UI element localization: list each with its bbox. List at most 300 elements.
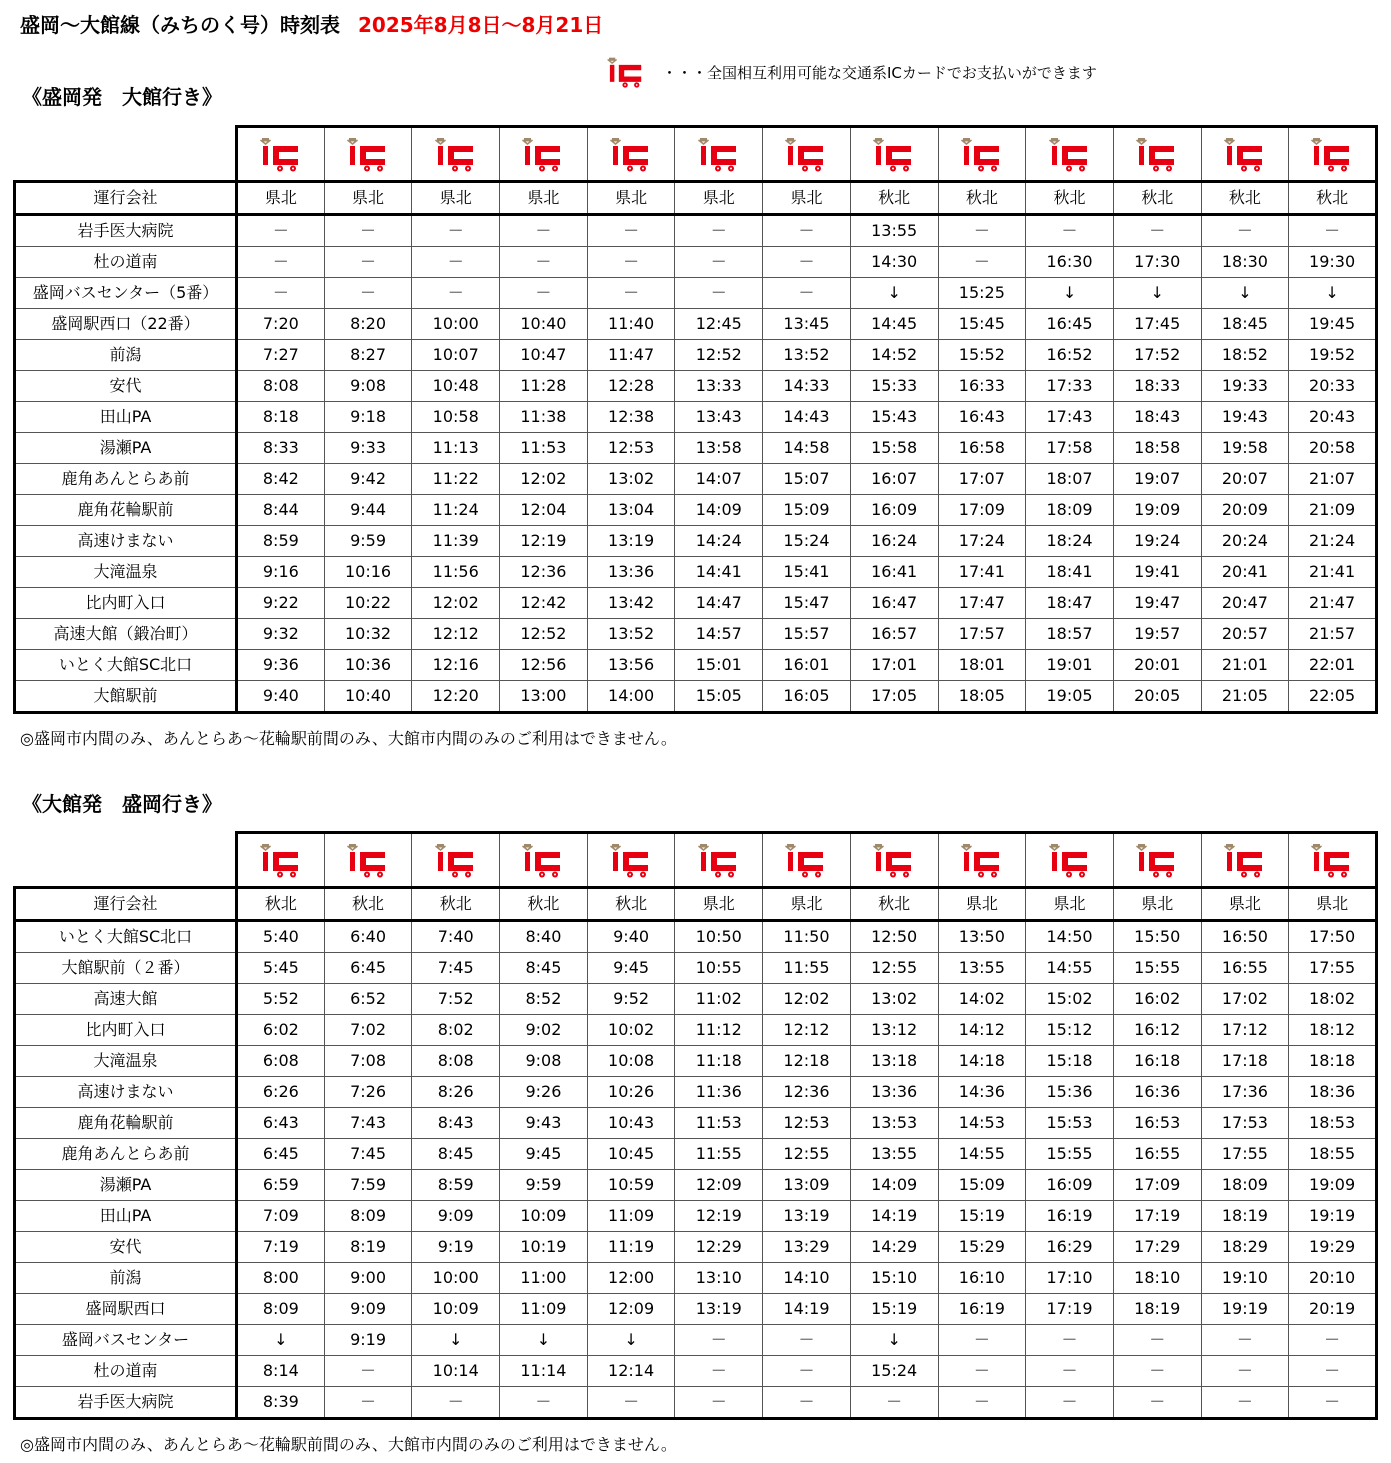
timetable-row [15,247,1377,278]
departure-time: 18:10 [1113,1263,1201,1294]
departure-time: 15:09 [763,495,851,526]
ic-card-bus-icon [258,135,304,173]
departure-time: 13:19 [763,1201,851,1232]
ic-card-bus-icon [959,841,1005,879]
departure-time: － [763,1356,851,1387]
ic-card-bus-icon [345,135,391,173]
departure-time: 14:57 [675,619,763,650]
departure-time: 10:59 [587,1170,675,1201]
departure-time: 12:20 [412,681,500,713]
departure-time: ↓ [1026,278,1114,309]
departure-time: － [1289,1325,1377,1356]
departure-time: － [587,1387,675,1419]
departure-time: 14:10 [763,1263,851,1294]
ic-card-bus-icon [520,135,566,173]
departure-time: 15:07 [763,464,851,495]
departure-time: 6:02 [237,1015,325,1046]
departure-time: 12:36 [500,557,588,588]
departure-time: － [675,247,763,278]
departure-time: 13:33 [675,371,763,402]
departure-time: 9:09 [412,1201,500,1232]
departure-time: 17:36 [1201,1077,1289,1108]
departure-time: － [850,1387,938,1419]
timetable-row [15,464,1377,495]
departure-time: 9:33 [324,433,412,464]
departure-time: 8:02 [412,1015,500,1046]
ic-card-bus-icon [696,841,742,879]
departure-time: － [763,215,851,247]
departure-time: 10:45 [587,1139,675,1170]
ic-card-bus-icon [520,841,566,879]
departure-time: 14:33 [763,371,851,402]
operator-cell: 県北 [1026,888,1114,921]
ic-icon-cell [1289,127,1377,182]
departure-time: － [1113,215,1201,247]
departure-time: － [675,1325,763,1356]
ic-legend-text: ・・・全国相互利用可能な交通系ICカードでお支払いができます [662,63,1097,82]
departure-time: 19:30 [1289,247,1377,278]
departure-time: 8:26 [412,1077,500,1108]
ic-icon-cell [1026,127,1114,182]
departure-time: 19:45 [1289,309,1377,340]
departure-time: 16:24 [850,526,938,557]
ic-card-bus-icon [871,135,917,173]
departure-time: 7:27 [237,340,325,371]
departure-time: 17:52 [1113,340,1201,371]
departure-time: 18:36 [1289,1077,1377,1108]
operator-cell: 県北 [763,182,851,215]
departure-time: 14:00 [587,681,675,713]
departure-time: － [324,278,412,309]
departure-time: 15:25 [938,278,1026,309]
departure-time: 12:52 [675,340,763,371]
departure-time: 19:33 [1201,371,1289,402]
departure-time: 17:09 [938,495,1026,526]
departure-time: 12:50 [850,921,938,953]
departure-time: 16:30 [1026,247,1114,278]
departure-time: 9:45 [587,953,675,984]
departure-time: 12:53 [763,1108,851,1139]
departure-time: － [1026,1387,1114,1419]
departure-time: 11:38 [500,402,588,433]
departure-time: 6:59 [237,1170,325,1201]
departure-time: － [237,247,325,278]
departure-time: 8:40 [500,921,588,953]
departure-time: 17:05 [850,681,938,713]
departure-time: 17:07 [938,464,1026,495]
departure-time: 9:40 [587,921,675,953]
departure-time: 8:18 [237,402,325,433]
departure-time: 9:59 [500,1170,588,1201]
departure-time: 11:36 [675,1077,763,1108]
stop-name: 高速大館 [15,984,237,1015]
operator-cell: 秋北 [412,888,500,921]
departure-time: 9:19 [324,1325,412,1356]
departure-time: 10:09 [500,1201,588,1232]
departure-time: 18:19 [1113,1294,1201,1325]
departure-time: 13:09 [763,1170,851,1201]
departure-time: 8:09 [237,1294,325,1325]
departure-time: － [412,1387,500,1419]
departure-time: 15:24 [763,526,851,557]
departure-time: 7:59 [324,1170,412,1201]
departure-time: 12:19 [675,1201,763,1232]
timetable-row [15,340,1377,371]
departure-time: 12:55 [850,953,938,984]
operator-cell: 県北 [1113,888,1201,921]
ic-icon-cell [412,127,500,182]
ic-icon-cell [587,127,675,182]
departure-time: 10:40 [324,681,412,713]
departure-time: 15:58 [850,433,938,464]
timetable-row [15,1201,1377,1232]
departure-time: 14:52 [850,340,938,371]
operator-cell: 秋北 [1289,182,1377,215]
departure-time: 15:53 [1026,1108,1114,1139]
departure-time: 19:10 [1201,1263,1289,1294]
departure-time: 9:44 [324,495,412,526]
departure-time: 16:47 [850,588,938,619]
ic-card-bus-icon [1222,135,1268,173]
departure-time: 12:53 [587,433,675,464]
operator-cell: 県北 [763,888,851,921]
departure-time: － [938,1325,1026,1356]
operator-cell: 秋北 [587,888,675,921]
departure-time: － [675,215,763,247]
operator-cell: 秋北 [1026,182,1114,215]
departure-time: 15:18 [1026,1046,1114,1077]
departure-time: 19:41 [1113,557,1201,588]
inbound-note: ◎盛岡市内間のみ、あんとらあ～花輪駅前間のみ、大館市内間のみのご利用はできません。 [20,1435,677,1454]
departure-time: 16:19 [938,1294,1026,1325]
ic-icon-row [15,833,1377,888]
departure-time: 9:26 [500,1077,588,1108]
departure-time: 9:45 [500,1139,588,1170]
departure-time: 19:07 [1113,464,1201,495]
departure-time: 13:19 [675,1294,763,1325]
departure-time: ↓ [850,1325,938,1356]
operator-cell: 県北 [237,182,325,215]
departure-time: － [1026,1325,1114,1356]
departure-time: 13:52 [587,619,675,650]
departure-time: 12:38 [587,402,675,433]
departure-time: － [1201,1325,1289,1356]
departure-time: 18:24 [1026,526,1114,557]
departure-time: 16:52 [1026,340,1114,371]
departure-time: 11:53 [500,433,588,464]
departure-time: － [412,278,500,309]
stop-name: 鹿角あんとらあ前 [15,464,237,495]
departure-time: ↓ [412,1325,500,1356]
departure-time: 15:43 [850,402,938,433]
ic-icon-cell [938,127,1026,182]
departure-time: 6:45 [324,953,412,984]
operator-cell: 県北 [675,182,763,215]
departure-time: 11:18 [675,1046,763,1077]
departure-time: 10:58 [412,402,500,433]
departure-time: 6:08 [237,1046,325,1077]
departure-time: 18:09 [1026,495,1114,526]
departure-time: 9:02 [500,1015,588,1046]
departure-time: 14:19 [763,1294,851,1325]
timetable-row [15,215,1377,247]
departure-time: － [500,247,588,278]
operator-cell: 秋北 [938,182,1026,215]
timetable-row [15,1294,1377,1325]
departure-time: 18:30 [1201,247,1289,278]
departure-time: 13:55 [938,953,1026,984]
timetable-row [15,1170,1377,1201]
departure-time: 15:01 [675,650,763,681]
departure-time: 10:48 [412,371,500,402]
departure-time: 8:45 [500,953,588,984]
departure-time: 10:22 [324,588,412,619]
departure-time: 10:19 [500,1232,588,1263]
departure-time: 20:43 [1289,402,1377,433]
ic-icon-cell [1026,833,1114,888]
departure-time: 16:10 [938,1263,1026,1294]
departure-time: 14:09 [850,1170,938,1201]
departure-time: 13:50 [938,921,1026,953]
departure-time: 17:01 [850,650,938,681]
ic-icon-cell [1113,127,1201,182]
departure-time: 12:56 [500,650,588,681]
ic-icon-cell [675,833,763,888]
departure-time: － [412,215,500,247]
departure-time: 10:55 [675,953,763,984]
departure-time: － [1113,1325,1201,1356]
ic-icon-row [15,127,1377,182]
departure-time: 6:52 [324,984,412,1015]
departure-time: 7:45 [324,1139,412,1170]
departure-time: － [587,215,675,247]
ic-icon-cell [850,833,938,888]
ic-card-bus-icon [783,135,829,173]
departure-time: 17:41 [938,557,1026,588]
departure-time: 8:08 [412,1046,500,1077]
departure-time: － [675,1387,763,1419]
operator-cell: 秋北 [1113,182,1201,215]
departure-time: 15:36 [1026,1077,1114,1108]
departure-time: 17:02 [1201,984,1289,1015]
stop-name: 安代 [15,1232,237,1263]
departure-time: 13:02 [850,984,938,1015]
departure-time: 10:32 [324,619,412,650]
stop-name: 高速大館（鍛冶町） [15,619,237,650]
departure-time: 19:19 [1201,1294,1289,1325]
departure-time: 19:05 [1026,681,1114,713]
ic-card-bus-icon [1134,841,1180,879]
departure-time: ↓ [237,1325,325,1356]
departure-time: 12:16 [412,650,500,681]
departure-time: 18:07 [1026,464,1114,495]
stop-name: 大館駅前 [15,681,237,713]
departure-time: 16:18 [1113,1046,1201,1077]
departure-time: 14:58 [763,433,851,464]
departure-time: 11:39 [412,526,500,557]
departure-time: 11:14 [500,1356,588,1387]
ic-card-bus-icon [1309,841,1355,879]
departure-time: 9:42 [324,464,412,495]
departure-time: 7:40 [412,921,500,953]
departure-time: 11:47 [587,340,675,371]
departure-time: 6:45 [237,1139,325,1170]
departure-time: 18:01 [938,650,1026,681]
departure-time: 17:24 [938,526,1026,557]
departure-time: － [675,1356,763,1387]
departure-time: 15:02 [1026,984,1114,1015]
departure-time: － [938,1387,1026,1419]
timetable-row [15,433,1377,464]
ic-card-bus-icon [608,841,654,879]
timetable-row [15,1046,1377,1077]
timetable-row [15,1232,1377,1263]
timetable-row [15,1077,1377,1108]
departure-time: 17:19 [1026,1294,1114,1325]
departure-time: 12:09 [675,1170,763,1201]
departure-time: 18:05 [938,681,1026,713]
departure-time: 17:10 [1026,1263,1114,1294]
stop-name: 田山PA [15,402,237,433]
departure-time: 16:09 [1026,1170,1114,1201]
departure-time: 13:53 [850,1108,938,1139]
departure-time: 16:09 [850,495,938,526]
stop-name: 杜の道南 [15,247,237,278]
timetable-row [15,495,1377,526]
departure-time: 20:19 [1289,1294,1377,1325]
departure-time: 16:50 [1201,921,1289,953]
departure-time: 14:07 [675,464,763,495]
departure-time: 19:24 [1113,526,1201,557]
ic-card-bus-icon [604,55,648,89]
departure-time: 12:12 [763,1015,851,1046]
departure-time: 13:43 [675,402,763,433]
departure-time: 8:33 [237,433,325,464]
departure-time: 8:43 [412,1108,500,1139]
departure-time: 19:09 [1289,1170,1377,1201]
departure-time: 12:28 [587,371,675,402]
departure-time: 19:19 [1289,1201,1377,1232]
timetable-row [15,1015,1377,1046]
departure-time: 7:20 [237,309,325,340]
departure-time: 15:33 [850,371,938,402]
departure-time: 14:36 [938,1077,1026,1108]
departure-time: 18:47 [1026,588,1114,619]
departure-time: 9:43 [500,1108,588,1139]
departure-time: 14:41 [675,557,763,588]
timetable-row [15,1139,1377,1170]
operator-cell: 県北 [675,888,763,921]
departure-time: 13:56 [587,650,675,681]
departure-time: － [1026,215,1114,247]
departure-time: 11:40 [587,309,675,340]
timetable-row [15,953,1377,984]
timetable-row [15,309,1377,340]
stop-name: 盛岡バスセンター（5番） [15,278,237,309]
departure-time: 11:24 [412,495,500,526]
departure-time: 15:57 [763,619,851,650]
departure-time: 10:00 [412,1263,500,1294]
operator-cell: 県北 [1201,888,1289,921]
stop-name: 高速けまない [15,526,237,557]
departure-time: 14:53 [938,1108,1026,1139]
departure-time: 18:58 [1113,433,1201,464]
departure-time: 18:12 [1289,1015,1377,1046]
ic-card-bus-icon [1047,135,1093,173]
departure-time: 13:36 [587,557,675,588]
departure-time: 16:02 [1113,984,1201,1015]
departure-time: 5:40 [237,921,325,953]
departure-time: 8:14 [237,1356,325,1387]
timetable-row [15,1108,1377,1139]
departure-time: 20:07 [1201,464,1289,495]
departure-time: 15:24 [850,1356,938,1387]
stop-name: 安代 [15,371,237,402]
departure-time: 11:55 [675,1139,763,1170]
departure-time: 14:29 [850,1232,938,1263]
departure-time: 12:09 [587,1294,675,1325]
departure-time: 16:12 [1113,1015,1201,1046]
departure-time: 13:18 [850,1046,938,1077]
departure-time: 10:43 [587,1108,675,1139]
departure-time: － [500,215,588,247]
departure-time: － [587,278,675,309]
departure-time: 5:52 [237,984,325,1015]
departure-time: 11:53 [675,1108,763,1139]
operator-cell: 秋北 [500,888,588,921]
stop-name: 比内町入口 [15,1015,237,1046]
ic-icon-cell [500,833,588,888]
stop-name: 前潟 [15,1263,237,1294]
ic-card-bus-icon [871,841,917,879]
departure-time: 19:52 [1289,340,1377,371]
operator-label: 運行会社 [15,888,237,921]
departure-time: 21:07 [1289,464,1377,495]
stop-name: 湯瀬PA [15,1170,237,1201]
title-dates: 2025年8月8日～8月21日 [358,13,604,37]
departure-time: 18:19 [1201,1201,1289,1232]
departure-time: 10:02 [587,1015,675,1046]
departure-time: 16:01 [763,650,851,681]
departure-time: 9:40 [237,681,325,713]
departure-time: 14:50 [1026,921,1114,953]
departure-time: 17:18 [1201,1046,1289,1077]
departure-time: 12:29 [675,1232,763,1263]
departure-time: － [587,247,675,278]
departure-time: 9:16 [237,557,325,588]
departure-time: 6:26 [237,1077,325,1108]
departure-time: 7:19 [237,1232,325,1263]
departure-time: 9:52 [587,984,675,1015]
departure-time: 13:02 [587,464,675,495]
departure-time: 10:47 [500,340,588,371]
timetable-row [15,619,1377,650]
ic-icon-cell [1201,833,1289,888]
departure-time: 11:00 [500,1263,588,1294]
departure-time: 7:09 [237,1201,325,1232]
departure-time: ↓ [587,1325,675,1356]
departure-time: 7:45 [412,953,500,984]
departure-time: 8:19 [324,1232,412,1263]
departure-time: 13:42 [587,588,675,619]
departure-time: 14:30 [850,247,938,278]
stop-name: 鹿角あんとらあ前 [15,1139,237,1170]
departure-time: 8:59 [412,1170,500,1201]
departure-time: 11:02 [675,984,763,1015]
ic-card-bus-icon [783,841,829,879]
departure-time: ↓ [500,1325,588,1356]
ic-icon-cell [675,127,763,182]
